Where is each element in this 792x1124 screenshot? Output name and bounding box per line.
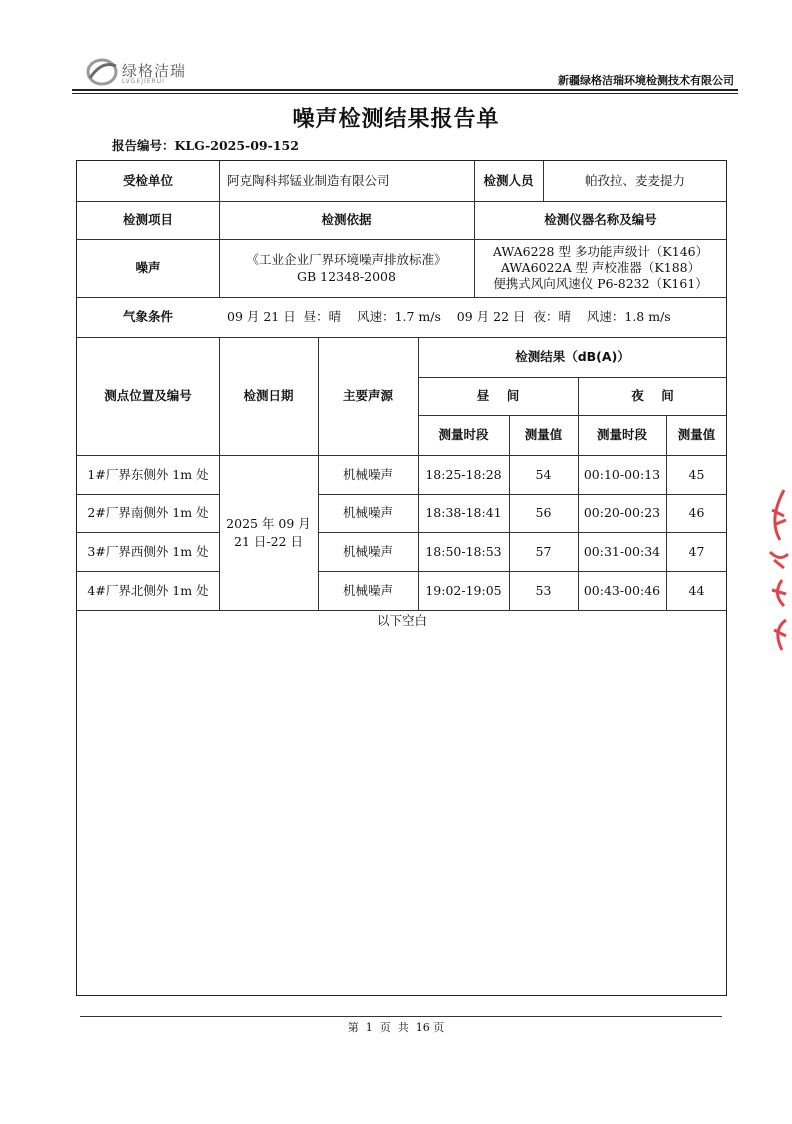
- header-divider: [72, 89, 738, 91]
- col-source: 主要声源: [342, 388, 393, 404]
- client-label: 受检单位: [122, 173, 173, 189]
- instrument-3: 便携式风向风速仪 P6-8232（K161）: [493, 276, 708, 292]
- inspector-value: 帕孜拉、麦麦提力: [584, 173, 685, 189]
- row4-day-value: 53: [535, 582, 552, 598]
- row3-night-value: 47: [688, 543, 705, 559]
- row4-night-period: 00:43-00:46: [583, 582, 661, 598]
- col-night-period: 测量时段: [596, 427, 647, 443]
- row2-day-value: 56: [535, 505, 552, 521]
- company-name: 新疆绿格洁瑞环境检测技术有限公司: [558, 74, 734, 87]
- row1-night-value: 45: [688, 466, 705, 482]
- inspector-label: 检测人员: [483, 173, 534, 189]
- row1-point: 1#厂界东侧外 1m 处: [87, 466, 209, 482]
- basis-standard-code: GB 12348-2008: [297, 269, 396, 284]
- header-divider-thin: [72, 93, 738, 94]
- page-number: 第 1 页 共 16 页: [347, 1021, 445, 1034]
- basis-value: [219, 239, 474, 297]
- row2-night-value: 46: [688, 505, 705, 521]
- item-label: 检测项目: [122, 212, 173, 228]
- row3-source: 机械噪声: [342, 543, 393, 559]
- row4-day-period: 19:02-19:05: [425, 582, 502, 598]
- test-date-line2: 21 日-22 日: [234, 533, 303, 549]
- row1-source: 机械噪声: [342, 466, 393, 482]
- logo-subtext: LVGEJIERUI: [122, 78, 165, 85]
- col-point: 测点位置及编号: [104, 388, 192, 404]
- footer-divider: [80, 1016, 722, 1017]
- col-night-value: 测量值: [677, 427, 716, 443]
- col-result: 检测结果（dB(A)）: [515, 349, 630, 365]
- row3-day-period: 18:50-18:53: [425, 543, 502, 559]
- row1-day-value: 54: [535, 466, 552, 482]
- test-date: [219, 455, 318, 610]
- row2-source: 机械噪声: [342, 505, 393, 521]
- seal-stamp-fragment: [762, 480, 792, 660]
- row2-point: 2#厂界南侧外 1m 处: [87, 505, 209, 521]
- row2-night-period: 00:20-00:23: [583, 505, 661, 521]
- col-day: 昼 间: [476, 388, 520, 404]
- report-table: [76, 160, 727, 996]
- row1-night-period: 00:10-00:13: [583, 466, 661, 482]
- instrument-1: AWA6228 型 多功能声级计（K146）: [492, 243, 709, 259]
- test-date-line1: 2025 年 09 月: [226, 516, 311, 531]
- page-title: 噪声检测结果报告单: [292, 107, 500, 132]
- col-night: 夜 间: [631, 388, 674, 404]
- item-value: 噪声: [135, 260, 161, 276]
- row3-night-period: 00:31-00:34: [583, 543, 661, 559]
- weather-label: 气象条件: [122, 309, 173, 325]
- instrument-2: AWA6022A 型 声校准器（K188）: [500, 259, 701, 275]
- instrument-label: 检测仪器名称及编号: [544, 212, 657, 228]
- col-day-period: 测量时段: [438, 427, 489, 443]
- row4-night-value: 44: [688, 582, 705, 598]
- instrument-value: [474, 239, 727, 297]
- report-number: 报告编号：KLG-2025-09-152: [112, 138, 299, 153]
- basis-label: 检测依据: [321, 212, 372, 228]
- client-value: 阿克陶科邦锰业制造有限公司: [227, 173, 390, 189]
- col-day-value: 测量值: [524, 427, 563, 443]
- row3-point: 3#厂界西侧外 1m 处: [87, 543, 209, 559]
- basis-standard-name: 《工业企业厂界环境噪声排放标准》: [246, 251, 447, 267]
- row2-day-period: 18:38-18:41: [425, 505, 502, 521]
- blank-note: 以下空白: [376, 613, 427, 629]
- row1-day-period: 18:25-18:28: [425, 466, 502, 482]
- row4-source: 机械噪声: [342, 582, 393, 598]
- row4-point: 4#厂界北侧外 1m 处: [87, 582, 209, 598]
- row3-day-value: 57: [535, 543, 552, 559]
- weather-value: 09 月 21 日 昼：晴 风速：1.7 m/s 09 月 22 日 夜：晴 风速：1.8 m/s: [227, 309, 671, 325]
- logo-text: 绿格洁瑞: [122, 62, 187, 80]
- col-date: 检测日期: [243, 388, 294, 404]
